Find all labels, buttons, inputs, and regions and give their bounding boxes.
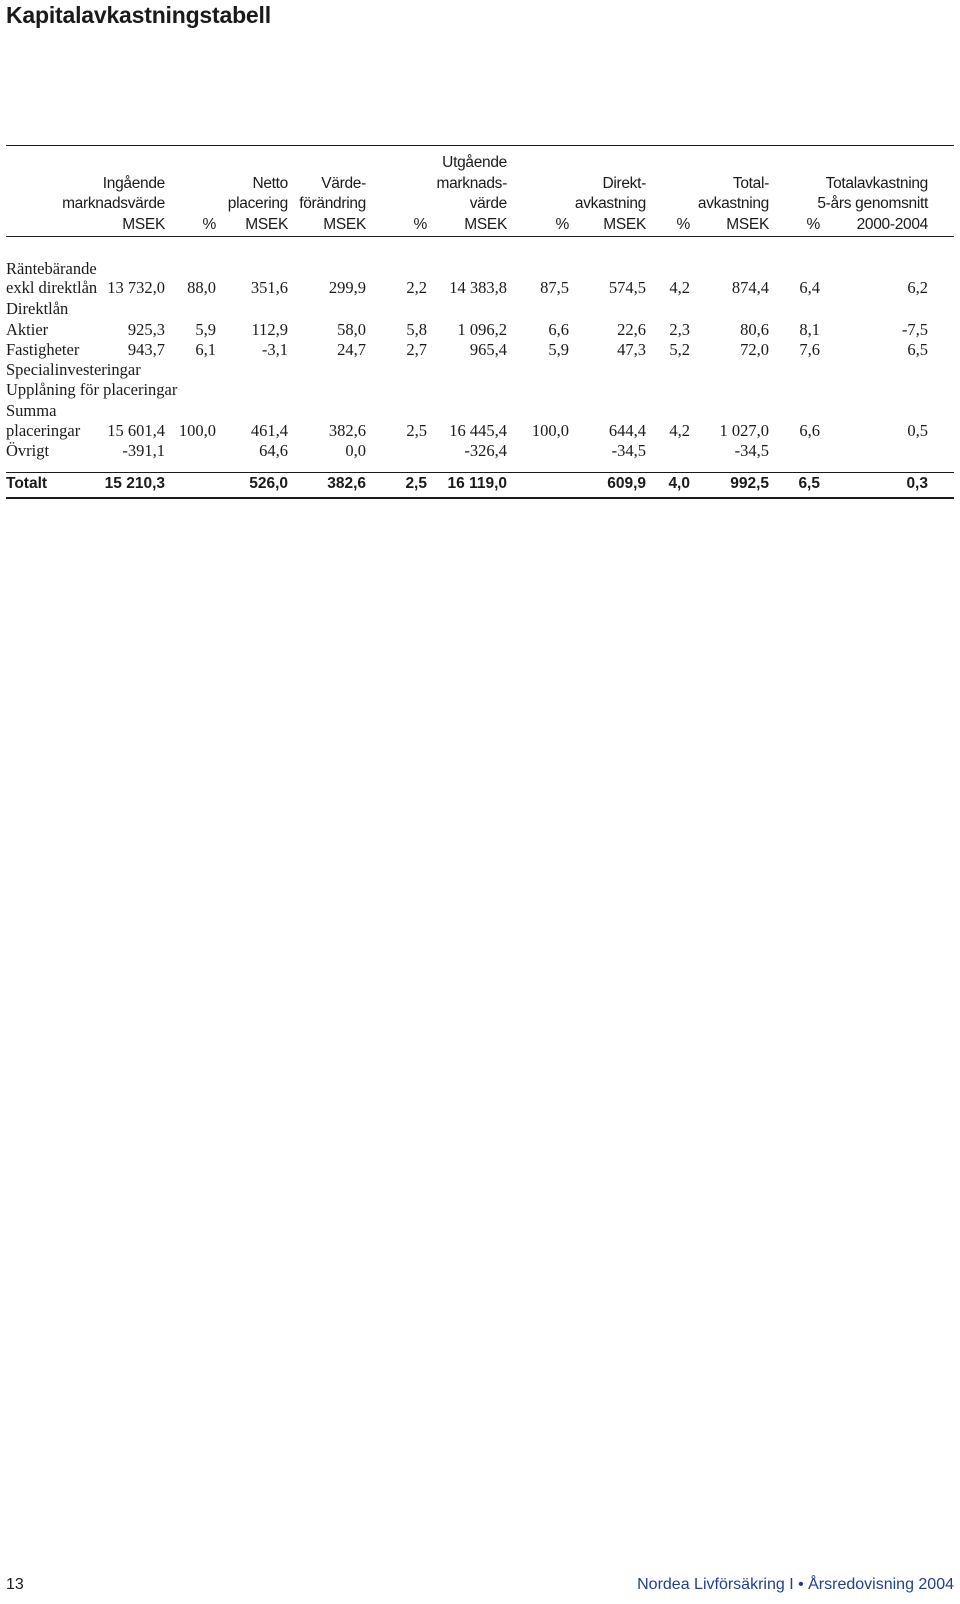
column-header-line: MSEK <box>603 215 646 233</box>
table-cell: 965,4 <box>469 340 507 359</box>
table-cell: 382,6 <box>327 475 366 492</box>
row-label: Övrigt <box>6 441 50 460</box>
table-cell: -7,5 <box>901 320 928 339</box>
table-cell: 461,4 <box>250 421 288 440</box>
table-cell: 2,5 <box>406 421 427 440</box>
table-row <box>0 400 960 421</box>
table-cell: 874,4 <box>731 278 769 297</box>
column-header-line: placering <box>227 195 288 212</box>
table-row <box>0 420 960 441</box>
table-cell: -3,1 <box>261 340 288 359</box>
column-header <box>778 174 928 236</box>
column-header <box>5 174 165 236</box>
column-header-line: Netto <box>252 174 288 192</box>
table-cell: 15 601,4 <box>107 421 165 440</box>
table-cell: 1 096,2 <box>457 320 507 339</box>
table-top-rule <box>6 145 954 146</box>
row-label: Aktier <box>6 320 49 339</box>
table-cell: 1 027,0 <box>719 421 769 440</box>
column-header <box>198 174 288 236</box>
table-cell: 943,7 <box>127 340 165 359</box>
row-label: Summa <box>6 401 57 420</box>
table-cell: 6,1 <box>195 340 216 359</box>
column-header-line: Värde- <box>321 174 366 192</box>
row-label: Direktlån <box>6 299 69 318</box>
total-bottom-rule <box>6 497 954 499</box>
table-cell: 2,3 <box>669 320 690 339</box>
table-cell: 4,2 <box>669 421 690 440</box>
table-row <box>0 379 960 400</box>
total-row <box>0 473 960 494</box>
table-cell: 13 732,0 <box>107 278 165 297</box>
table-cell: 6,6 <box>548 320 569 339</box>
column-header-line: MSEK <box>726 215 769 233</box>
row-label: Fastigheter <box>6 340 80 359</box>
table-cell: 7,6 <box>799 340 820 359</box>
table-cell: 4,0 <box>668 475 690 492</box>
table-cell: 72,0 <box>740 340 769 359</box>
column-header <box>407 153 507 235</box>
table-cell: 925,3 <box>127 320 165 339</box>
table-cell: 4,2 <box>669 278 690 297</box>
column-header-line: 2000-2004 <box>856 215 928 233</box>
table-cell: -34,5 <box>611 441 646 460</box>
table-cell: 15 210,3 <box>104 475 165 492</box>
column-header-line: % <box>413 215 427 233</box>
table-cell: 644,4 <box>608 421 646 440</box>
column-header-line: värde <box>469 195 507 212</box>
column-header-line: Direkt- <box>602 174 646 192</box>
column-header-line: MSEK <box>464 215 507 233</box>
column-header-line: Total- <box>732 174 769 192</box>
table-cell: 6,6 <box>799 421 820 440</box>
table-row <box>0 298 960 319</box>
page-footer <box>0 1576 960 1596</box>
table-cell: 100,0 <box>531 421 569 440</box>
table-cell: 526,0 <box>249 475 288 492</box>
table-cell: 14 383,8 <box>449 278 507 297</box>
column-header-line: MSEK <box>245 215 288 233</box>
row-label: Upplåning för placeringar <box>6 380 178 399</box>
table-row <box>0 359 960 380</box>
table-cell: 6,5 <box>798 475 820 492</box>
table-cell: 299,9 <box>328 278 366 297</box>
table-cell: 992,5 <box>730 475 769 492</box>
table-cell: 0,5 <box>907 421 928 440</box>
table-cell: 5,9 <box>195 320 216 339</box>
column-header-line: förändring <box>299 195 366 212</box>
table-cell: 24,7 <box>337 340 366 359</box>
table-cell: 5,9 <box>548 340 569 359</box>
column-header-line: marknads- <box>436 174 507 192</box>
table-cell: 574,5 <box>608 278 646 297</box>
table-cell: 112,9 <box>251 320 288 339</box>
table-cell: 2,5 <box>405 475 427 492</box>
row-label: Totalt <box>6 475 48 492</box>
table-cell: 47,3 <box>617 340 646 359</box>
column-header-line: avkastning <box>697 195 769 212</box>
column-header-line: % <box>676 215 690 233</box>
row-label: exkl direktlån <box>6 278 98 297</box>
table-cell: 8,1 <box>799 320 820 339</box>
column-header-line: MSEK <box>122 215 165 233</box>
table-cell: 351,6 <box>250 278 288 297</box>
column-header-line: % <box>555 215 569 233</box>
column-header-line: Ingående <box>102 174 165 192</box>
table-row <box>0 319 960 340</box>
column-header-line: avkastning <box>574 195 646 212</box>
table-cell: 609,9 <box>607 475 646 492</box>
column-header-line: 5-års genomsnitt <box>817 195 928 212</box>
table-cell: 2,7 <box>406 340 427 359</box>
row-label: placeringar <box>6 421 81 440</box>
column-header-line: Utgående <box>442 154 507 171</box>
table-cell: 16 445,4 <box>449 421 507 440</box>
table-cell: 5,8 <box>406 320 427 339</box>
table-cell: 16 119,0 <box>447 475 507 492</box>
column-header-line: % <box>806 215 820 233</box>
table-cell: 87,5 <box>540 278 569 297</box>
publication-title: Nordea Livförsäkring I • Årsredovisning 2004 <box>637 1576 954 1593</box>
row-label: Räntebärande <box>6 259 97 278</box>
table-cell: 88,0 <box>187 278 216 297</box>
table-row <box>0 440 960 461</box>
page-number: 13 <box>6 1576 24 1593</box>
page-title: Kapitalavkastningstabell <box>6 2 271 28</box>
column-header-line: marknadsvärde <box>62 195 165 212</box>
table-cell: 22,6 <box>617 320 646 339</box>
column-header <box>546 174 646 236</box>
table-cell: 58,0 <box>337 320 366 339</box>
table-cell: -34,5 <box>734 441 769 460</box>
table-header <box>0 151 960 235</box>
table-cell: 80,6 <box>740 320 769 339</box>
table-cell: 382,6 <box>328 421 366 440</box>
column-header-line: Totalavkastning <box>825 174 928 192</box>
table-cell: 2,2 <box>406 278 427 297</box>
row-label: Specialinvesteringar <box>6 360 141 379</box>
table-cell: 6,4 <box>799 278 820 297</box>
table-cell: -326,4 <box>464 441 507 460</box>
header-bottom-rule <box>6 236 954 237</box>
table-cell: 64,6 <box>259 441 288 460</box>
column-header <box>669 174 769 236</box>
table-row <box>0 339 960 360</box>
total-top-rule <box>6 472 954 473</box>
table-cell: 100,0 <box>178 421 216 440</box>
table-cell: 0,3 <box>906 475 928 492</box>
table-cell: 6,5 <box>907 340 928 359</box>
table-cell: 6,2 <box>907 278 928 297</box>
table-row <box>0 277 960 298</box>
column-header-line: MSEK <box>323 215 366 233</box>
table-cell: 0,0 <box>345 441 366 460</box>
table-cell: -391,1 <box>122 441 165 460</box>
column-header <box>276 174 366 236</box>
table-cell: 5,2 <box>669 340 690 359</box>
column-header-line: % <box>202 215 216 233</box>
table-row <box>0 258 960 279</box>
